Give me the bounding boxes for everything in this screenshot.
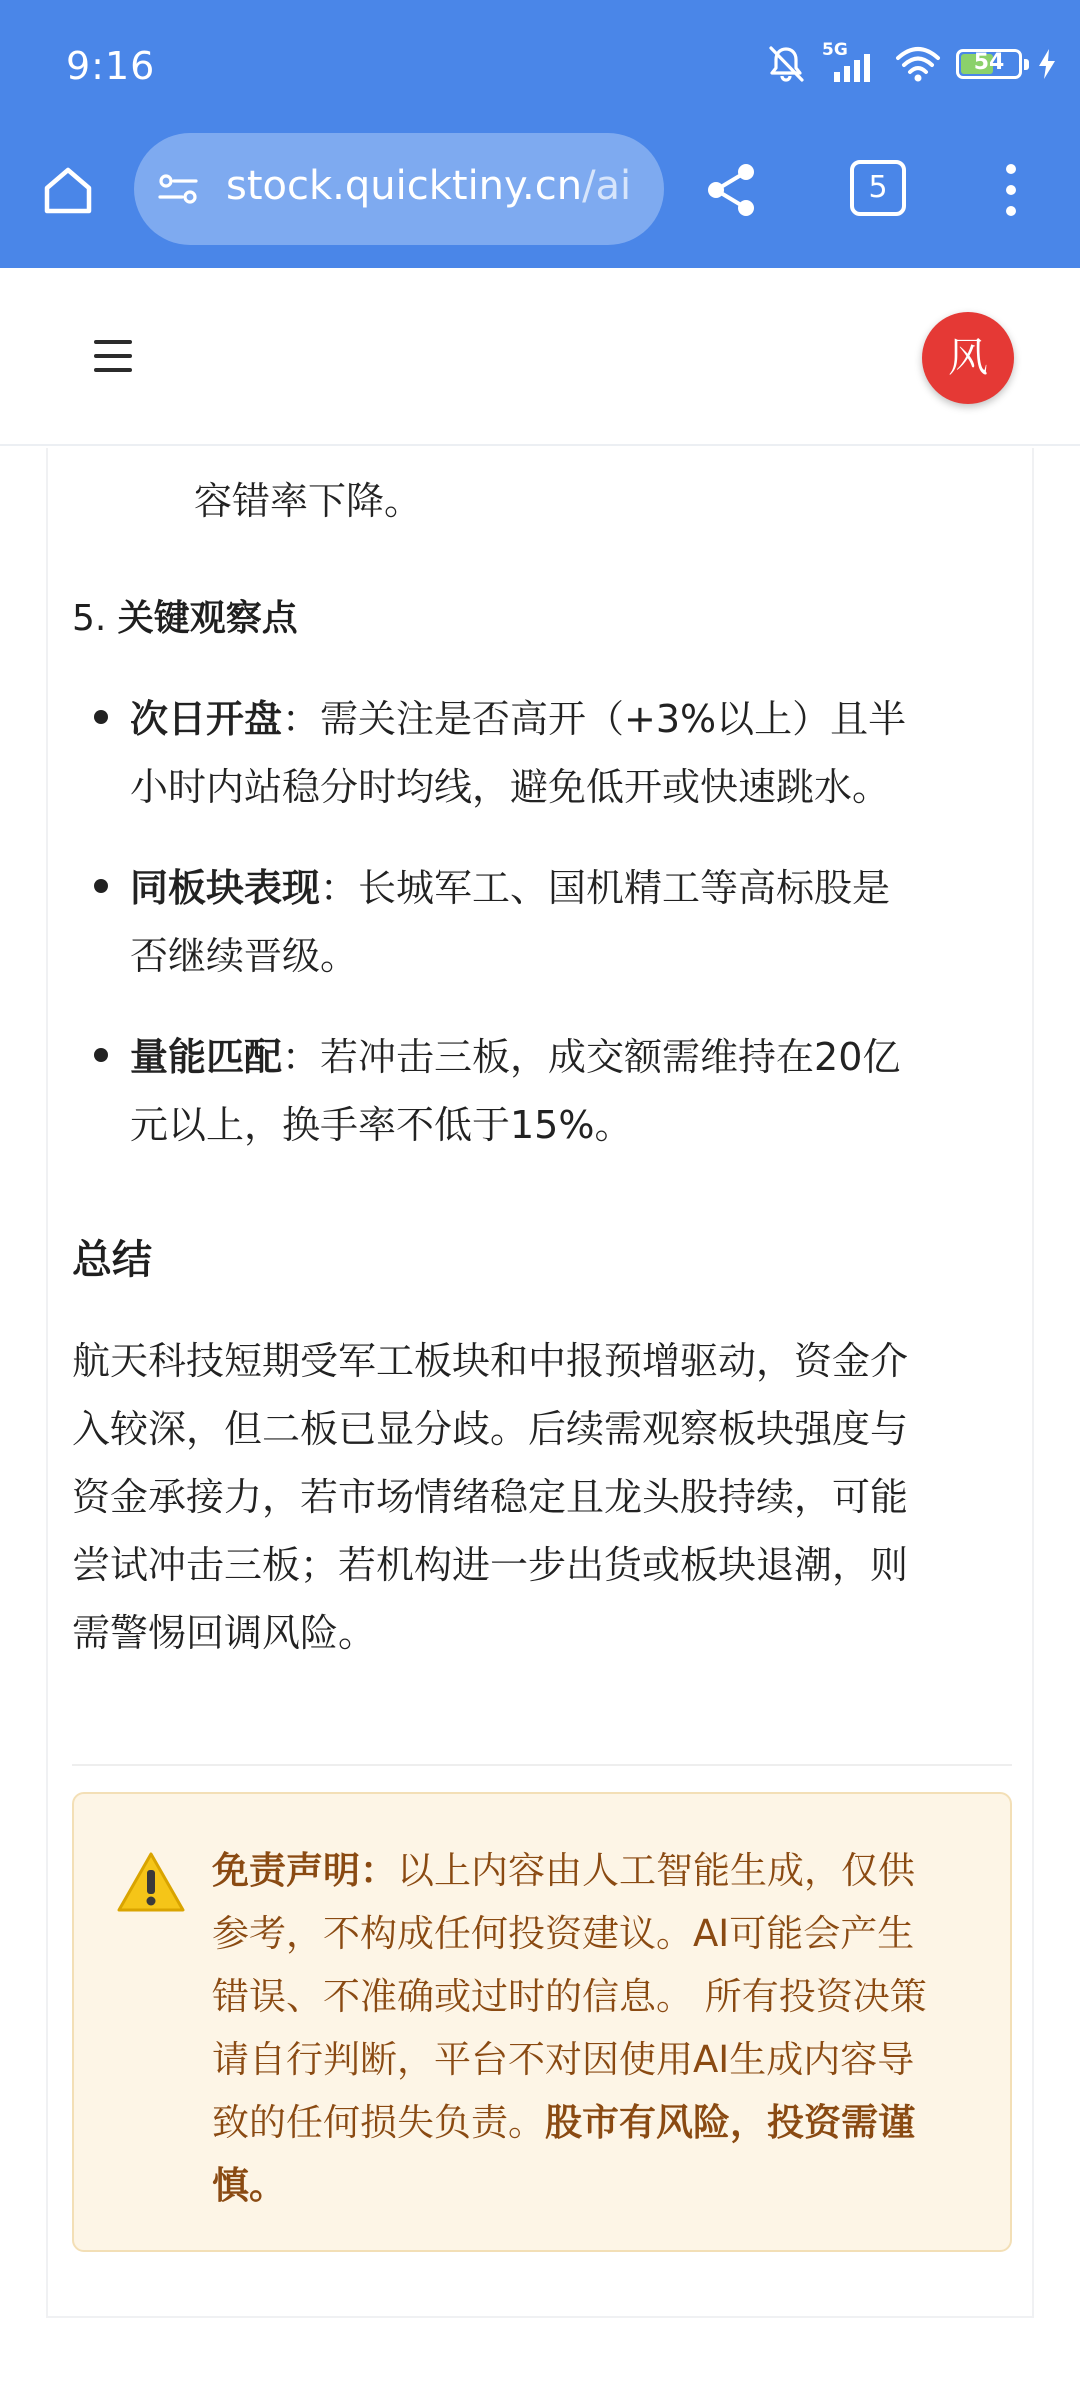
bullet-term: 量能匹配: [130, 1035, 283, 1079]
section-heading: [72, 590, 298, 641]
bullet-text: ：若冲击三板，成交额需维持在20亿: [282, 1035, 901, 1079]
summary-title: 总结: [72, 1237, 152, 1283]
disclaimer-emphasis: 慎。: [212, 2164, 286, 2207]
battery-level: 54: [973, 50, 1005, 75]
disclaimer-line: [212, 2155, 286, 2209]
site-logo[interactable]: 风: [922, 312, 1014, 404]
section-title: 关键观察点: [117, 598, 298, 639]
disclaimer-box: [72, 1792, 1012, 2252]
browser-toolbar: [0, 130, 1080, 268]
bullet-dot: [94, 879, 108, 893]
home-button[interactable]: [36, 158, 100, 222]
bullet-text: ：需关注是否高开（+3%以上）且半: [282, 697, 907, 741]
status-time: 9:16: [66, 44, 156, 88]
warning-icon: [116, 1850, 186, 1914]
disclaimer-text: 以上内容由人工智能生成，仅供: [397, 1849, 915, 1892]
bullet-dot: [94, 1048, 108, 1062]
status-icons: [764, 42, 1058, 86]
bullet-term: 次日开盘: [130, 697, 283, 741]
disclaimer-line: [212, 2092, 915, 2146]
url-path: /ai: [582, 163, 632, 209]
disclaimer-emphasis: 股市有风险，投资需谨: [545, 2101, 915, 2144]
browser-chrome: [0, 0, 1080, 268]
disclaimer-line: 请自行判断，平台不对因使用AI生成内容导: [212, 2038, 915, 2081]
disclaimer-label: 免责声明：: [212, 1849, 397, 1892]
battery-icon: [956, 49, 1022, 79]
status-bar: [0, 0, 1080, 130]
address-bar[interactable]: [134, 133, 664, 245]
divider: [72, 1764, 1012, 1766]
site-header: [0, 268, 1080, 446]
bullet-line-continued: 元以上，换手率不低于15%。: [130, 1103, 633, 1147]
more-menu-icon[interactable]: [996, 160, 1026, 220]
summary-line: 尝试冲击三板；若机构进一步出货或板块退潮，则: [72, 1543, 909, 1587]
site-info-icon[interactable]: [156, 167, 200, 211]
disclaimer-text: 致的任何损失负责。: [212, 2101, 545, 2144]
url-host: stock.quicktiny.cn: [226, 163, 583, 209]
continued-text: 容错率下降。: [194, 479, 423, 523]
answer-card: [46, 448, 1034, 2318]
hamburger-icon[interactable]: [94, 340, 132, 372]
share-icon[interactable]: [702, 160, 762, 220]
bullet-line-continued: 否继续晋级。: [130, 934, 359, 978]
summary-line: 航天科技短期受军工板块和中报预增驱动，资金介: [72, 1339, 909, 1383]
bullet-term: 同板块表现: [130, 866, 321, 910]
bullet-text: ：长城军工、国机精工等高标股是: [320, 866, 891, 910]
disclaimer-line: 错误、不准确或过时的信息。 所有投资决策: [212, 1975, 927, 2018]
url-text[interactable]: [226, 163, 646, 209]
bell-off-icon: [764, 42, 808, 86]
section-number: 5.: [72, 598, 118, 639]
bullet-line: [130, 857, 890, 912]
bullet-line-continued: 小时内站稳分时均线，避免低开或快速跳水。: [130, 765, 891, 809]
bullet-dot: [94, 710, 108, 724]
disclaimer-line: [212, 1840, 915, 1894]
summary-line: 入较深，但二板已显分歧。后续需观察板块强度与: [72, 1407, 909, 1451]
bullet-line: [130, 688, 906, 743]
bullet-line: [130, 1026, 900, 1081]
disclaimer-line: 参考，不构成任何投资建议。AI可能会产生: [212, 1912, 915, 1955]
summary-line: 需警惕回调风险。: [72, 1611, 377, 1655]
home-icon: [39, 161, 97, 219]
signal-5g-icon: [822, 42, 880, 86]
network-type: 5G: [822, 40, 848, 60]
summary-line: 资金承接力，若市场情绪稳定且龙头股持续，可能: [72, 1475, 909, 1519]
charging-icon: [1036, 48, 1058, 80]
wifi-icon: [894, 44, 942, 84]
tabs-button[interactable]: 5: [850, 160, 906, 216]
